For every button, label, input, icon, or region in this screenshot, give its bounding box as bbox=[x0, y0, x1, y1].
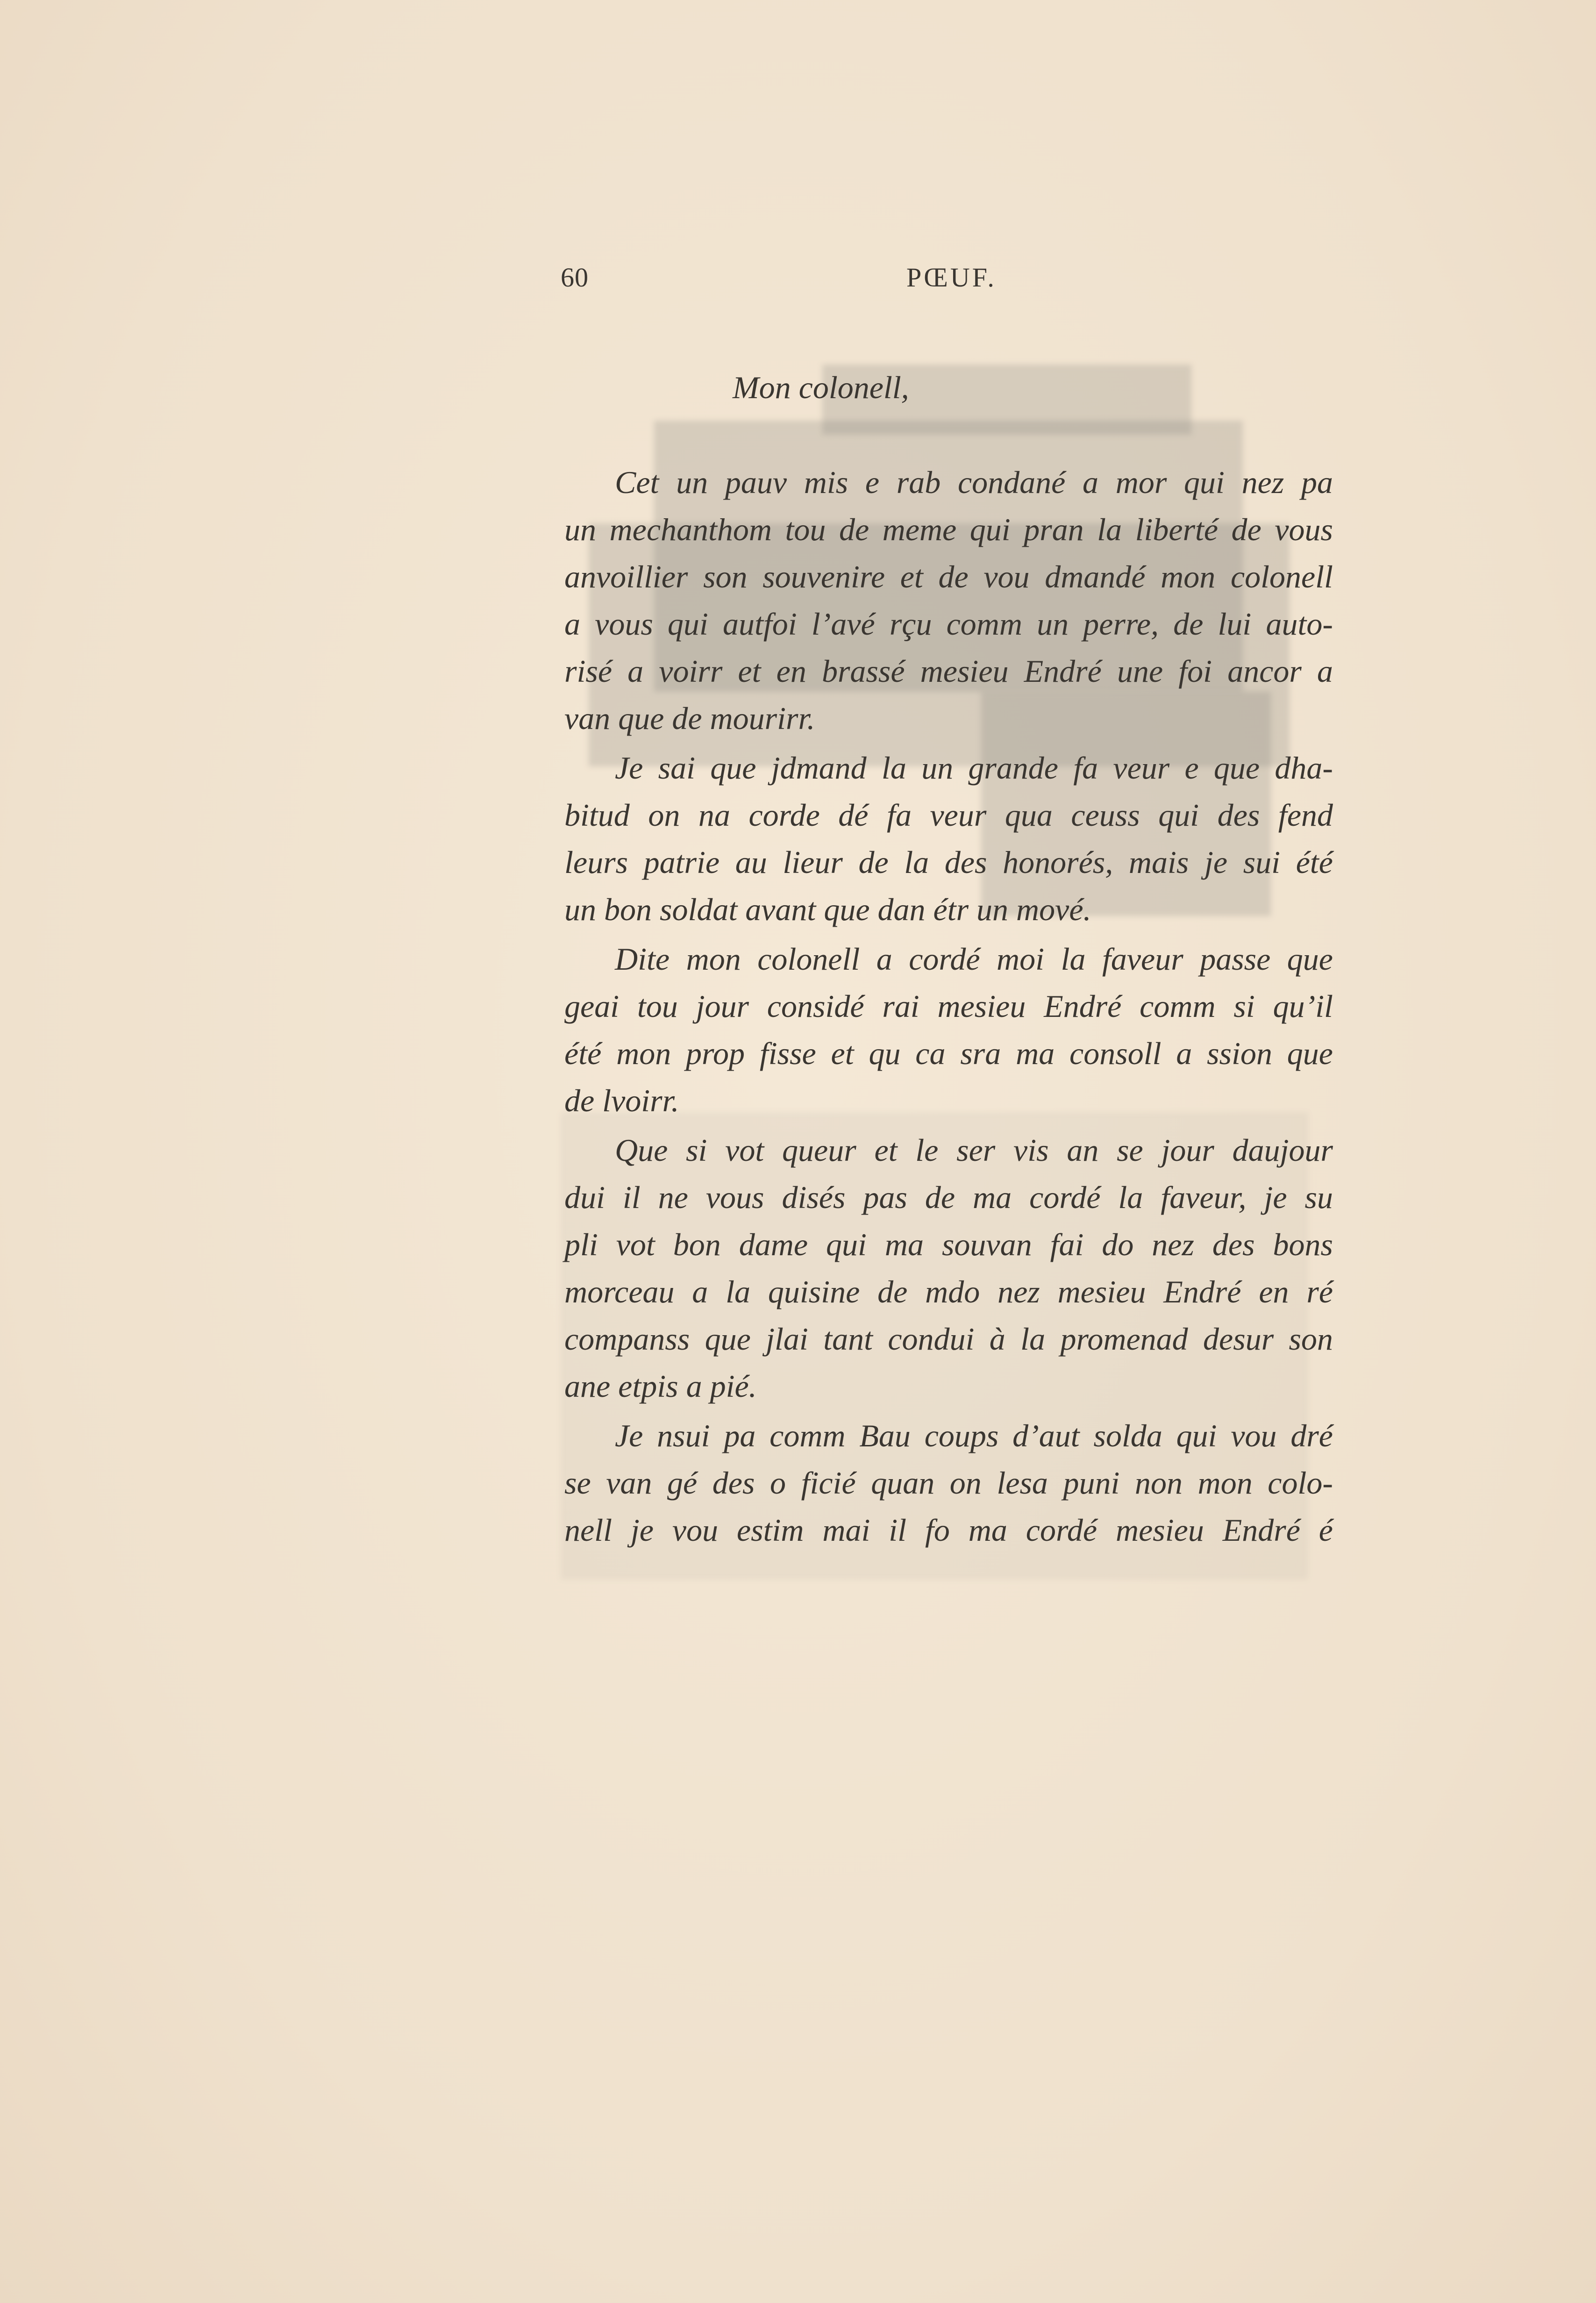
text-line: risé a voirr et en brassé mesieu Endré une foi ancor a bbox=[564, 653, 1333, 689]
text-line: pli vot bon dame qui ma souvan fai do nez des bons bbox=[564, 1227, 1333, 1262]
text-line: de lvoirr. bbox=[564, 1083, 679, 1118]
running-head bbox=[561, 262, 1033, 304]
letter-salutation: Mon colonell, bbox=[733, 370, 909, 405]
text-line: geai tou jour considé rai mesieu Endré comm si qu’il bbox=[564, 988, 1333, 1024]
text-line: Je sai que jdmand la un grande fa veur e que dha- bbox=[615, 750, 1333, 786]
running-title: PŒUF. bbox=[906, 262, 997, 293]
letter-body bbox=[564, 459, 1333, 1556]
text-line: été mon prop fisse et qu ca sra ma consoll a ssion que bbox=[564, 1036, 1333, 1071]
text-line: a vous qui autfoi l’avé rçu comm un perre, de lui auto- bbox=[564, 606, 1333, 642]
letter-paragraph bbox=[564, 744, 1333, 933]
text-line: companss que jlai tant condui à la promenad desur son bbox=[564, 1321, 1333, 1357]
text-line: nell je vou estim mai il fo ma cordé mesieu Endré é bbox=[564, 1512, 1333, 1548]
text-line: un bon soldat avant que dan étr un mové. bbox=[564, 892, 1091, 927]
text-line: morceau a la quisine de mdo nez mesieu Endré en ré bbox=[564, 1274, 1333, 1309]
letter-paragraph bbox=[564, 459, 1333, 742]
text-line: Que si vot queur et le ser vis an se jour daujour bbox=[615, 1132, 1333, 1168]
page-number: 60 bbox=[561, 262, 589, 293]
text-line: un mechanthom tou de meme qui pran la liberté de vous bbox=[564, 512, 1333, 547]
text-line: anvoillier son souvenire et de vou dmandé mon colonell bbox=[564, 559, 1333, 594]
text-line: Cet un pauv mis e rab condané a mor qui nez pa bbox=[615, 465, 1333, 500]
text-line: Dite mon colonell a cordé moi la faveur passe que bbox=[615, 941, 1333, 977]
letter-paragraph bbox=[564, 936, 1333, 1124]
text-line: Je nsui pa comm Bau coups d’aut solda qui vou dré bbox=[615, 1418, 1333, 1453]
text-line: van que de mourirr. bbox=[564, 701, 815, 736]
text-line: se van gé des o ficié quan on lesa puni non mon colo- bbox=[564, 1465, 1333, 1501]
text-line: bitud on na corde dé fa veur qua ceuss qui des fend bbox=[564, 797, 1333, 833]
letter-paragraph bbox=[564, 1127, 1333, 1410]
letter-paragraph bbox=[564, 1412, 1333, 1554]
text-line: ane etpis a pié. bbox=[564, 1368, 757, 1404]
text-line: dui il ne vous disés pas de ma cordé la faveur, je su bbox=[564, 1180, 1333, 1215]
text-line: leurs patrie au lieur de la des honorés, mais je sui été bbox=[564, 844, 1333, 880]
